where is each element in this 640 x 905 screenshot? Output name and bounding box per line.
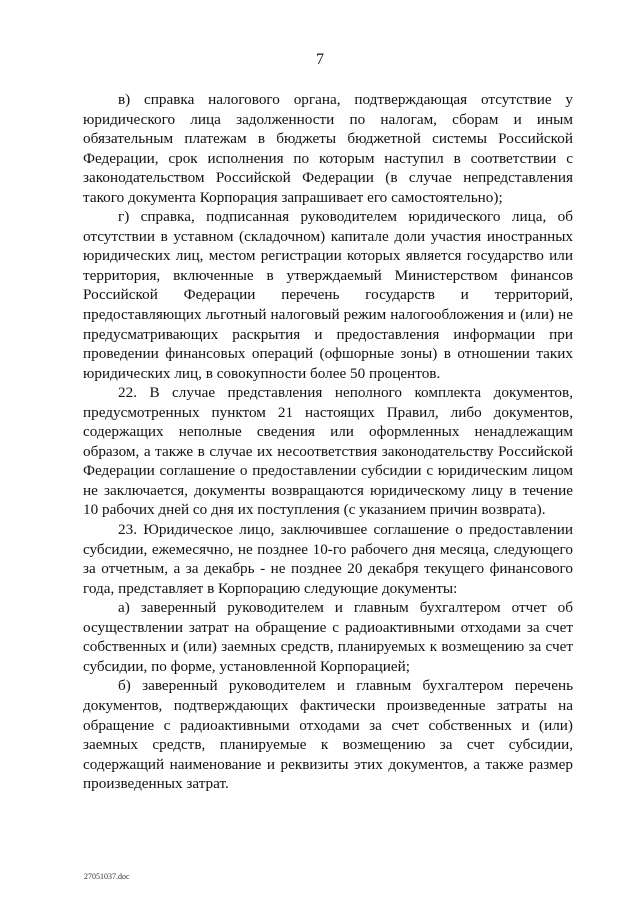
paragraph-g-offshore-certificate: г) справка, подписанная руководителем юридического лица, об отсутствии в уставном (складочном) капитале доли участия иностранных юридических лиц, местом регистрации которых является государство или территория, включенные в утверждаемый Министерством финансов Российской Федерации перечень государств и территорий, предоставляющих льготный налоговый режим налогообложения и (или) не предусматривающих раскрытия и предоставления информации при проведении финансовых операций (офшорные зоны) в отношении таких юридических лиц, в совокупности более 50 процентов.	[83, 208, 573, 382]
paragraph-v-tax-certificate: в) справка налогового органа, подтверждающая отсутствие у юридического лица задолженности по налогам, сборам и иным обязательным платежам в бюджеты бюджетной системы Российской Федерации, срок исполнения по которым наступил в соответствии с законодательством Российской Федерации (в случае непредставления такого документа Корпорация запрашивает его самостоятельно);	[83, 91, 573, 206]
paragraph-b-document-list: б) заверенный руководителем и главным бухгалтером перечень документов, подтверждающих фактически произведенные затраты на обращение с радиоактивными отходами за счет собственных и (или) заемных средств, планируемые к возмещению за счет субсидии, содержащий наименование и реквизиты этих документов, а также размер произведенных затрат.	[83, 677, 573, 793]
paragraph-22-incomplete-documents: 22. В случае представления неполного комплекта документов, предусмотренных пунктом 21 настоящих Правил, либо документов, содержащих неполные сведения или оформленных ненадлежащим образом, а также в случае их несоответствия законодательству Российской Федерации соглашение о предоставлении субсидии с юридическим лицом не заключается, документы возвращаются юридическому лицу в течение 10 рабочих дней со дня их поступления (с указанием причин возврата).	[83, 384, 573, 519]
paragraph-23-monthly-reporting: 23. Юридическое лицо, заключившее соглашение о предоставлении субсидии, ежемесячно, не позднее 10-го рабочего дня месяца, следующего за отчетным, а за декабрь - не позднее 20 декабря текущего финансового года, представляет в Корпорацию следующие документы:	[83, 521, 573, 597]
document-body	[83, 90, 573, 794]
page-number: 7	[316, 51, 324, 68]
paragraph-a-expense-report: а) заверенный руководителем и главным бухгалтером отчет об осуществлении затрат на обращение с радиоактивными отходами за счет собственных и (или) заемных средств, планируемых к возмещению за счет субсидии, по форме, установленной Корпорацией;	[83, 599, 573, 675]
file-name-footer: 27051037.doc	[84, 872, 130, 881]
